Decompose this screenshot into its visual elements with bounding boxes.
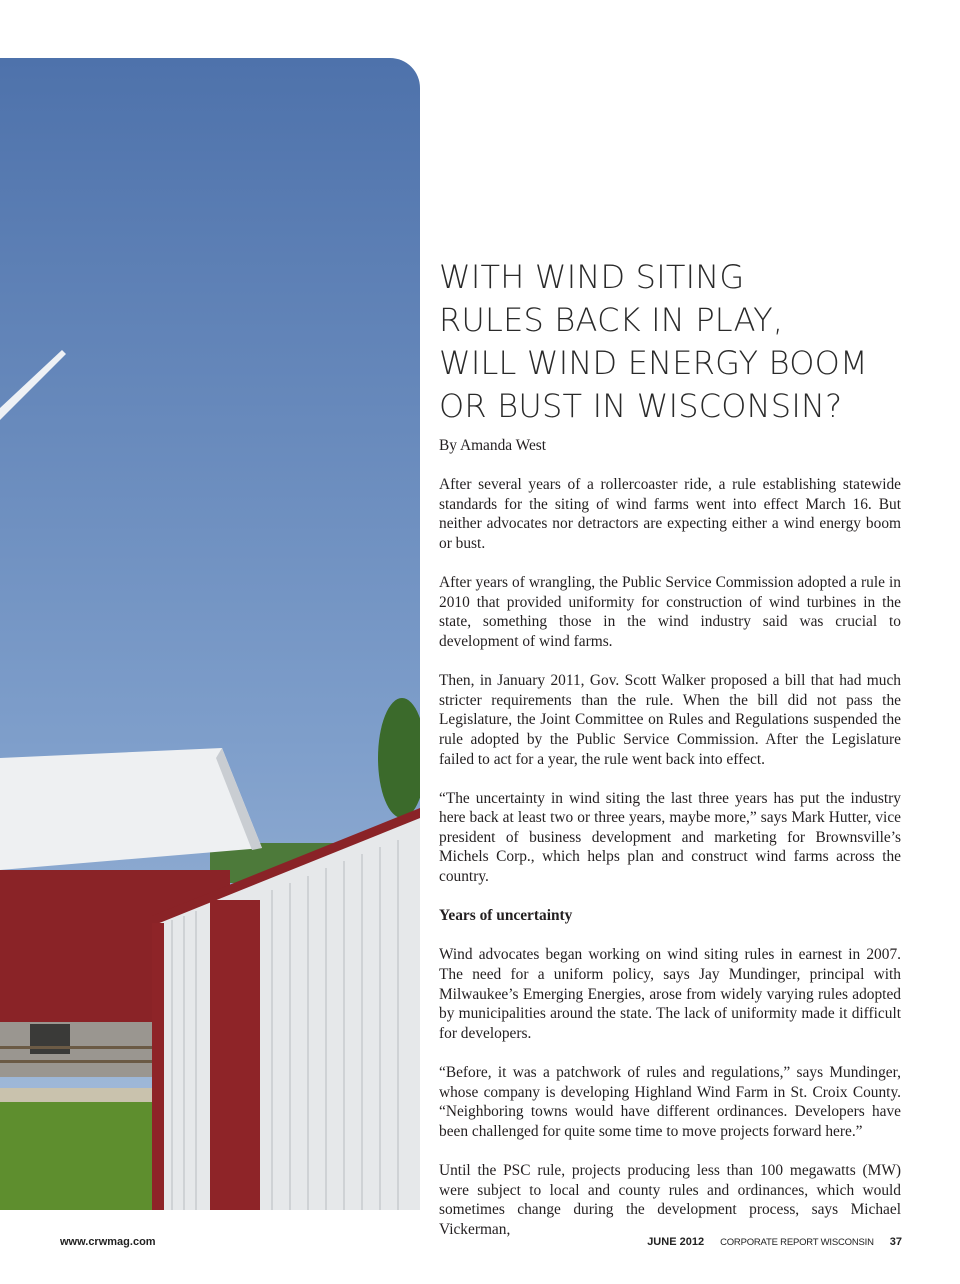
article-headline (439, 256, 939, 428)
footer-magazine: CORPORATE REPORT WISCONSIN (720, 1237, 874, 1248)
footer-website: www.crwmag.com (60, 1236, 156, 1248)
paragraph: “Before, it was a patchwork of rules and regulations,” says Mundinger, whose company is developing Highland Wind Farm in St. Croix County. “Neighboring towns would have different ordinances. Developers have been challenged for quite some time to move projects forward here.” (439, 1064, 901, 1140)
paragraph: Then, in January 2011, Gov. Scott Walker proposed a bill that had much stricter requirements than the rule. When the bill did not pass the Legislature, the Joint Committee on Rules and Regulations suspended the rule adopted by the Public Service Commission. After the Legislature failed to act for a year, the rule went back into effect. (439, 672, 901, 768)
headline-line: WILL WIND ENERGY BOOM (439, 344, 868, 382)
article-body (439, 436, 901, 1259)
paragraph: After several years of a rollercoaster ride, a rule establishing statewide standards for the siting of wind farms went into effect March 16. But neither advocates nor detractors are expecting either a wind energy boom or bust. (439, 476, 901, 552)
headline-line: WITH WIND SITING (439, 258, 745, 296)
wind-farm-barn-photo (0, 58, 420, 1210)
page-number: 37 (889, 1236, 902, 1248)
headline-line: OR BUST IN WISCONSIN? (439, 387, 843, 425)
paragraph: Until the PSC rule, projects producing less than 100 megawatts (MW) were subject to local and county rules and ordinances, which would sometimes change during the development process, says Michael Vickerman, (439, 1161, 901, 1238)
headline-line: RULES BACK IN PLAY, (439, 301, 784, 339)
paragraph: “The uncertainty in wind siting the last three years has put the industry here back at least two or three years, maybe more,” says Mark Hutter, vice president of business development and marketing for Brownsville’s Michels Corp., which helps plan and construct wind farms across the country. (439, 789, 901, 886)
byline: By Amanda West (439, 437, 547, 454)
paragraph: After years of wrangling, the Public Service Commission adopted a rule in 2010 that provided uniformity for construction of wind turbines in the state, something those in the wind industry said was crucial to development of wind farms. (439, 574, 901, 650)
footer-folio (647, 1236, 902, 1248)
subhead: Years of uncertainty (439, 907, 573, 925)
footer-date: JUNE 2012 (647, 1236, 705, 1248)
paragraph: Wind advocates began working on wind siting rules in earnest in 2007. The need for a uniform policy, says Jay Mundinger, principal with Milwaukee’s Emerging Energies, arose from widely varying rules adopted by municipalities around the state. The lack of uniformity made it difficult for developers. (439, 946, 901, 1042)
